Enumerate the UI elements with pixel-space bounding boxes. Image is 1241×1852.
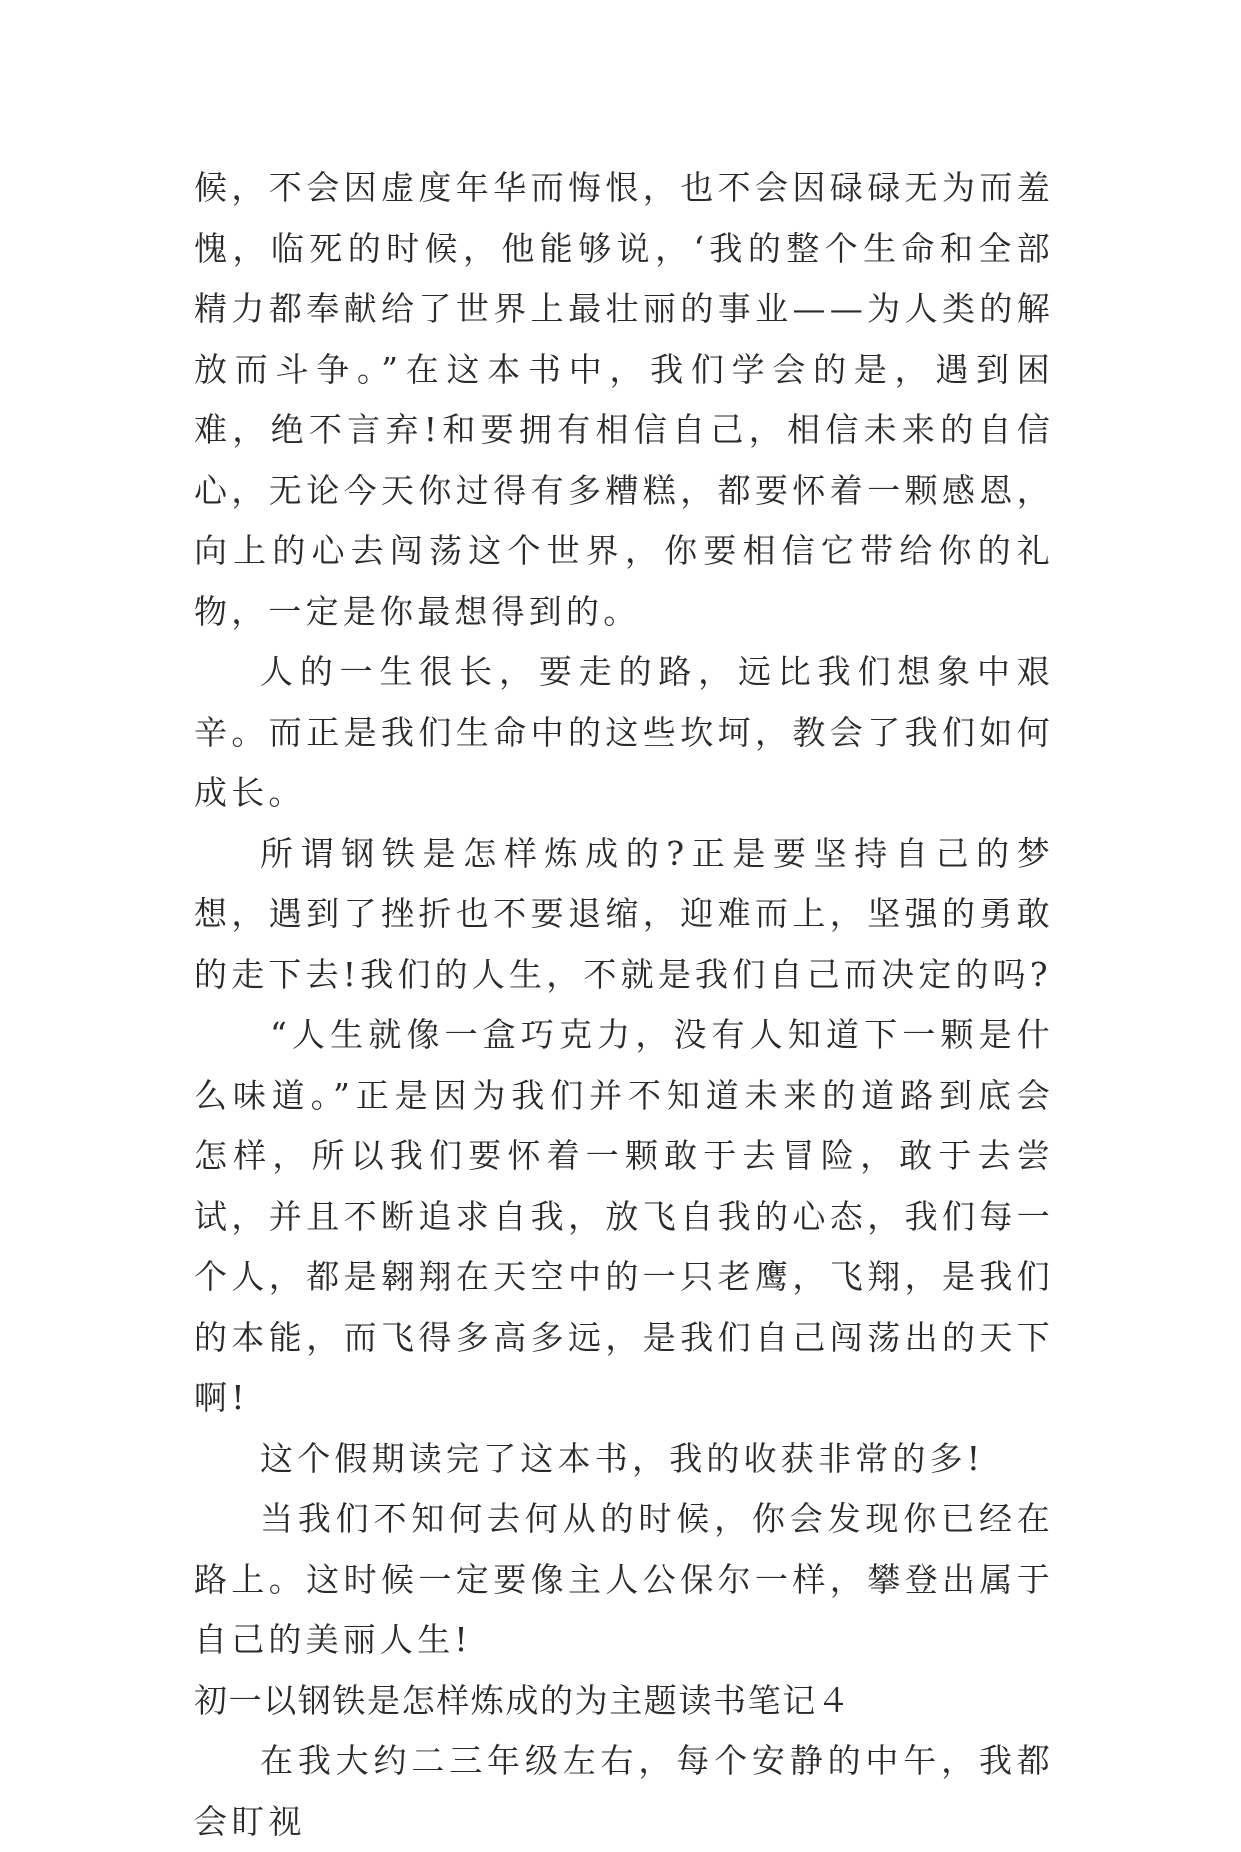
paragraph-chocolate-quote: “人生就像一盒巧克力，没有人知道下一颗是什么味道。”正是因为我们并不知道未来的道路到底会怎样，所以我们要怀着一颗敢于去冒险，敢于去尝试，并且不断追求自我，放飞自我的心态，我们每一个人，都是翱翔在天空中的一只老鹰，飞翔，是我们的本能，而飞得多高多远，是我们自己闯荡出的天下啊! xyxy=(194,1015,1054,1417)
paragraph-on-the-road: 当我们不知何去何从的时候，你会发现你已经在路上。这时候一定要像主人公保尔一样，攀登出属于自己的美丽人生! xyxy=(194,1499,1054,1659)
paragraph-section-start: 在我大约二三年级左右，每个安静的中午，我都会盯视 xyxy=(194,1741,1054,1841)
paragraph-holiday-reading: 这个假期读完了这本书，我的收获非常的多! xyxy=(260,1438,985,1478)
paragraph-how-steel-is-tempered: 所谓钢铁是怎样炼成的?正是要坚持自己的梦想，遇到了挫折也不要退缩，迎难而上，坚强的勇敢的走下去!我们的人生，不就是我们自己而决定的吗? xyxy=(194,833,1054,994)
paragraph-life-is-long: 人的一生很长，要走的路，远比我们想象中艰辛。而正是我们生命中的这些坎坷，教会了我们如何成长。 xyxy=(194,652,1054,812)
document-body xyxy=(194,158,1054,1852)
paragraph-continuation: 候，不会因虚度年华而悔恨，也不会因碌碌无为而羞愧，临死的时候，他能够说，‘我的整个生命和全部精力都奉献给了世界上最壮丽的事业——为人类的解放而斗争。”在这本书中，我们学会的是，遇到困难，绝不言弃!和要拥有相信自己，相信未来的自信心，无论今天你过得有多糟糕，都要怀着一颗感恩，向上的心去闯荡这个世界，你要相信它带给你的礼物，一定是你最想得到的。 xyxy=(194,168,1054,631)
section-heading: 初一以钢铁是怎样炼成的为主题读书笔记４ xyxy=(194,1680,852,1720)
